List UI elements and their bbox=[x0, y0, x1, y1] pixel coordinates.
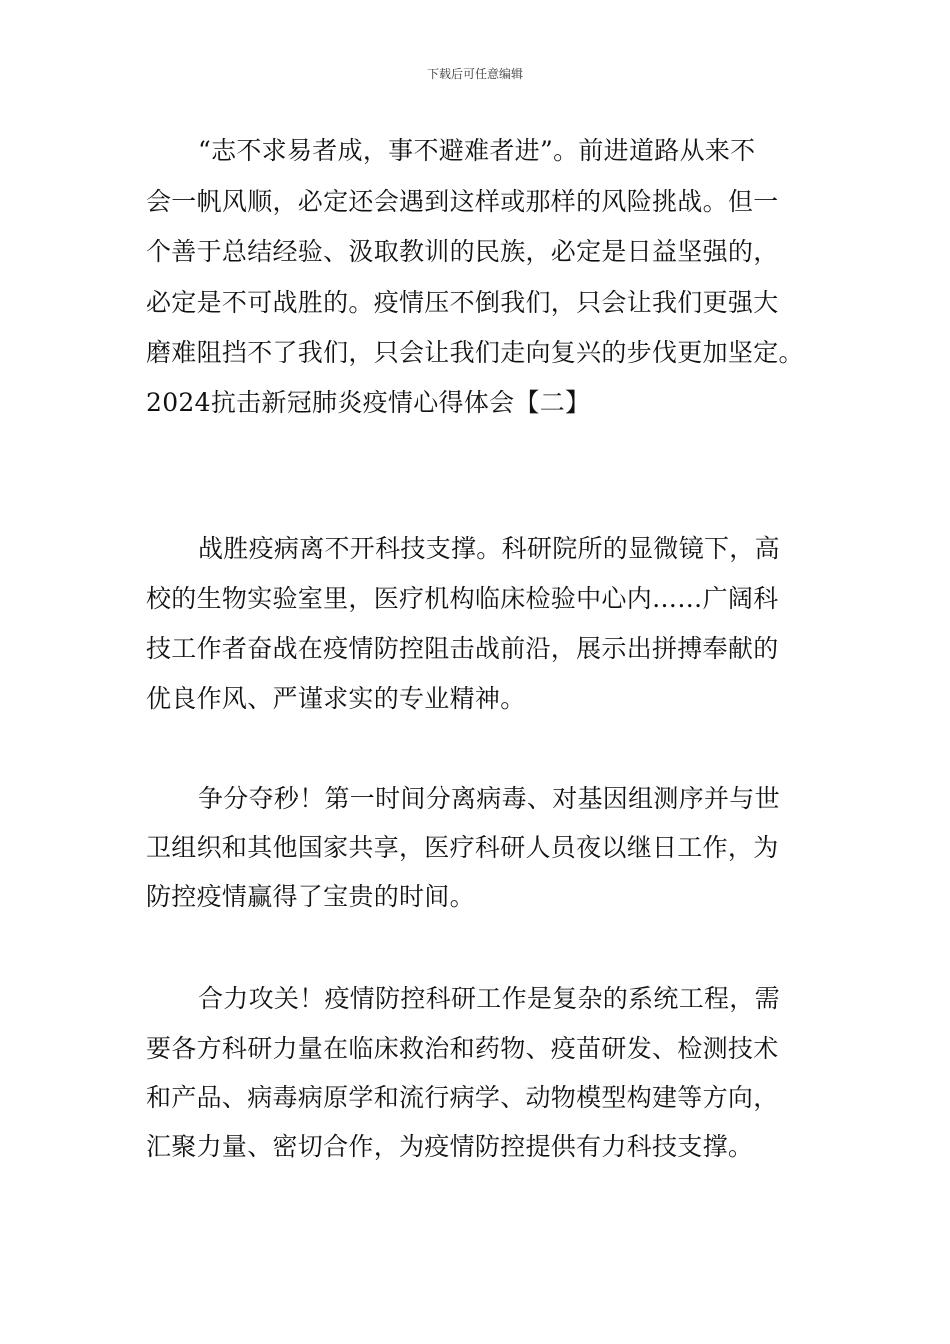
paragraph-line: 磨难阻挡不了我们，只会让我们走向复兴的步伐更加坚定。 bbox=[146, 338, 804, 367]
paragraph-line: 要各方科研力量在临床救治和药物、疫苗研发、检测技术 bbox=[146, 1034, 779, 1063]
paragraph-line: 技工作者奋战在疫情防控阻击战前沿，展示出拼搏奉献的 bbox=[146, 634, 779, 663]
section-title: 2024抗击新冠肺炎疫情心得体会【二】 bbox=[146, 388, 591, 417]
paragraph-line: 争分夺秒！第一时间分离病毒、对基因组测序并与世 bbox=[198, 784, 780, 813]
paragraph-line: 卫组织和其他国家共享，医疗科研人员夜以继日工作，为 bbox=[146, 833, 779, 862]
page-header: 下载后可任意编辑 bbox=[426, 67, 523, 81]
paragraph-line: 合力攻关！疫情防控科研工作是复杂的系统工程，需 bbox=[198, 984, 780, 1013]
paragraph-line: 优良作风、严谨求实的专业精神。 bbox=[146, 684, 526, 713]
paragraph-line: 战胜疫病离不开科技支撑。科研院所的显微镜下，高 bbox=[198, 534, 780, 563]
paragraph-line: 必定是不可战胜的。疫情压不倒我们，只会让我们更强大 bbox=[146, 288, 779, 317]
paragraph-line: 和产品、病毒病原学和流行病学、动物模型构建等方向， bbox=[146, 1083, 779, 1112]
paragraph-line: 个善于总结经验、汲取教训的民族，必定是日益坚强的， bbox=[146, 237, 779, 266]
paragraph-line: 汇聚力量、密切合作，为疫情防控提供有力科技支撑。 bbox=[146, 1132, 754, 1161]
paragraph-line: 会一帆风顺，必定还会遇到这样或那样的风险挑战。但一 bbox=[146, 187, 779, 216]
paragraph-line: “志不求易者成，事不避难者进”。前进道路从来不 bbox=[198, 136, 756, 165]
paragraph-line: 校的生物实验室里，医疗机构临床检验中心内……广阔科 bbox=[146, 584, 779, 613]
paragraph-line: 防控疫情赢得了宝贵的时间。 bbox=[146, 882, 475, 911]
